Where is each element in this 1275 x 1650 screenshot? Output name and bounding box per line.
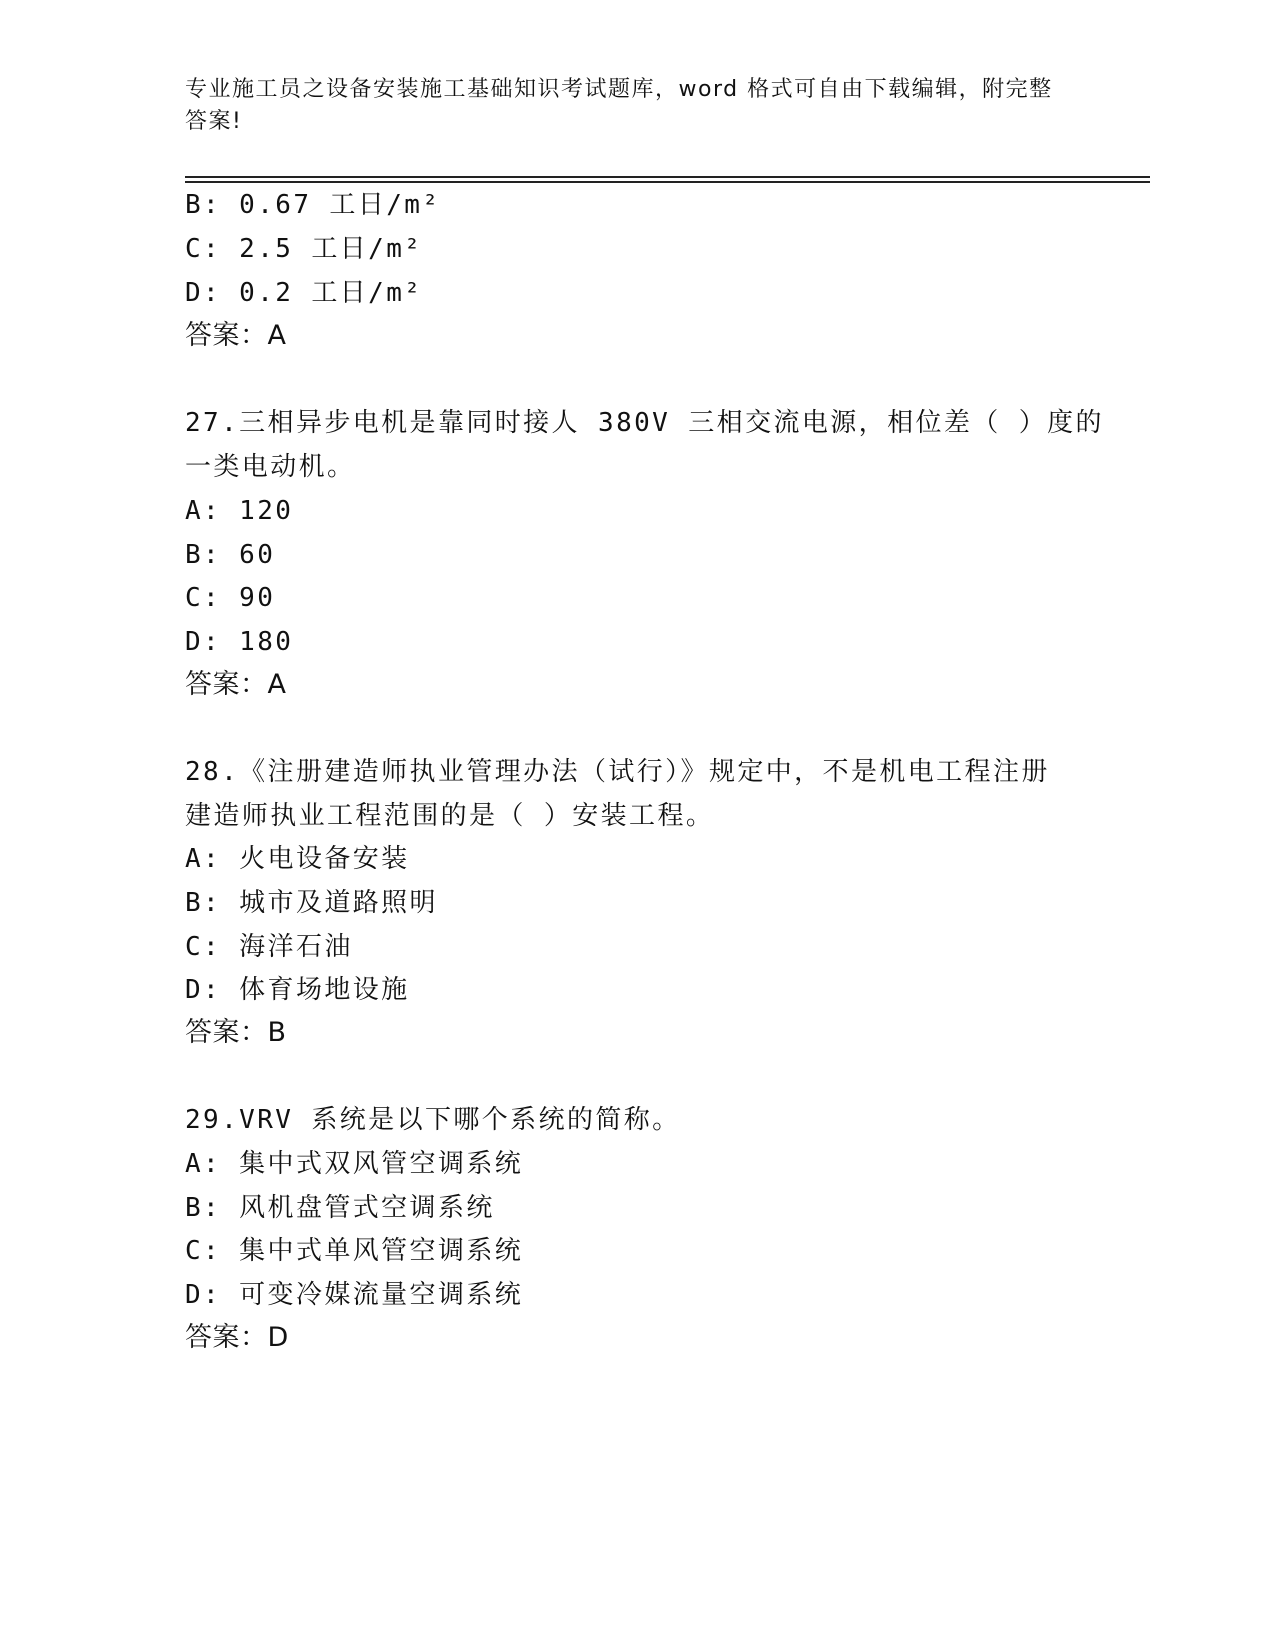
q27-answer: 答案：A [185, 669, 287, 700]
q27-option-b: B: 60 [185, 540, 276, 570]
q28-question-line1: 28.《注册建造师执业管理办法（试行）》规定中，不是机电工程注册 [185, 757, 1050, 787]
document-header: 专业施工员之设备安装施工基础知识考试题库，word 格式可自由下载编辑，附完整答案! [185, 77, 1053, 134]
q27-option-a: A: 120 [185, 496, 294, 526]
q28-option-b: B: 城市及道路照明 [185, 888, 438, 918]
q29-option-b: B: 风机盘管式空调系统 [185, 1193, 495, 1223]
q29-question-line1: 29.VRV 系统是以下哪个系统的简称。 [185, 1105, 681, 1135]
q26-answer: 答案：A [185, 320, 287, 351]
header-divider-bottom [185, 181, 1150, 183]
q26-option-d: D: 0.2 工日/m² [185, 278, 423, 308]
q27-question-line2: 一类电动机。 [185, 452, 356, 482]
q27-question-line1: 27.三相异步电机是靠同时接人 380V 三相交流电源，相位差（ ）度的 [185, 408, 1104, 438]
q29-option-c: C: 集中式单风管空调系统 [185, 1236, 524, 1266]
q27-option-d: D: 180 [185, 627, 294, 657]
q28-answer: 答案：B [185, 1017, 287, 1048]
q26-option-c: C: 2.5 工日/m² [185, 234, 423, 264]
q28-option-d: D: 体育场地设施 [185, 975, 410, 1005]
q28-question-line2: 建造师执业工程范围的是（ ）安装工程。 [185, 801, 715, 831]
header-divider-top [185, 176, 1150, 178]
q27-option-c: C: 90 [185, 583, 276, 613]
q29-option-d: D: 可变冷媒流量空调系统 [185, 1280, 524, 1310]
q29-option-a: A: 集中式双风管空调系统 [185, 1149, 524, 1179]
q28-option-c: C: 海洋石油 [185, 932, 353, 962]
q26-option-b: B: 0.67 工日/m² [185, 190, 441, 220]
q28-option-a: A: 火电设备安装 [185, 844, 410, 874]
q29-answer: 答案：D [185, 1322, 289, 1353]
